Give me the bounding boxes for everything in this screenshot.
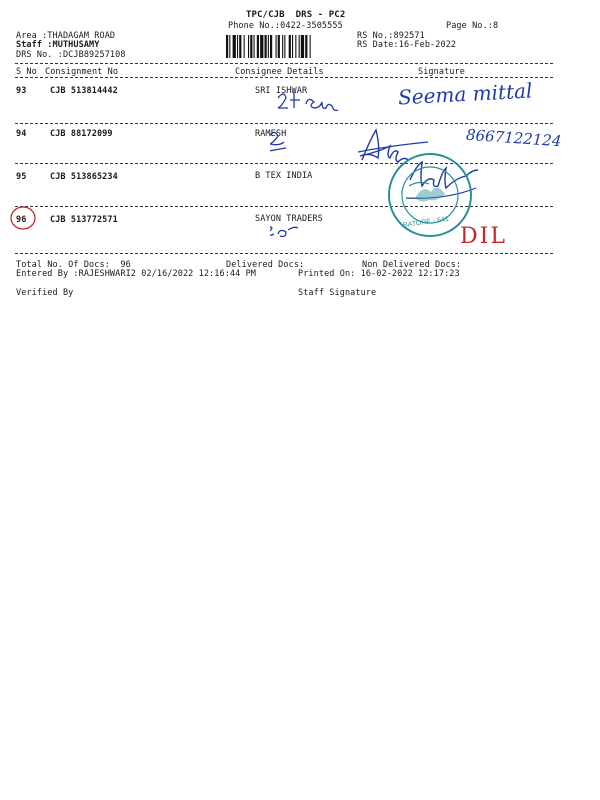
barcode-bar <box>237 35 238 58</box>
barcode-bar <box>265 35 267 58</box>
column-sno: S No <box>16 67 37 77</box>
barcode-bar <box>299 35 300 58</box>
handwritten-dil: DIL <box>460 224 507 249</box>
staff-label: Staff :MUTHUSAMY <box>16 40 100 50</box>
rs-number: RS No.:892571 <box>357 31 425 41</box>
barcode-bar <box>254 35 255 58</box>
row-sno: 95 <box>16 172 27 182</box>
non-delivered-docs: Non Delivered Docs: <box>362 260 462 270</box>
barcode-bar <box>295 35 296 58</box>
barcode-bar <box>233 35 236 58</box>
circle-mark <box>8 204 42 232</box>
barcode-bar <box>276 35 277 58</box>
stamp-text: BATORE - 641 <box>402 215 450 230</box>
row-consignee: SRI ISHWAR <box>255 86 308 96</box>
barcode-bar <box>226 35 228 58</box>
rs-date: RS Date:16-Feb-2022 <box>357 40 457 50</box>
row-consignment: CJB 513814442 <box>50 86 118 96</box>
barcode-bar <box>268 35 269 58</box>
phone-number: Phone No.:0422-3505555 <box>228 21 343 31</box>
barcode-bar <box>248 35 249 58</box>
handwritten-phone: 8667122124 <box>465 125 562 151</box>
entered-by: Entered By :RAJESHWARI2 02/16/2022 12:16:44 PM <box>16 269 257 279</box>
divider <box>15 63 553 64</box>
barcode-bar <box>305 35 307 58</box>
barcode-bar <box>257 35 259 58</box>
page-number: Page No.:8 <box>446 21 499 31</box>
document-title: TPC/CJB DRS - PC2 <box>246 10 346 20</box>
printed-on: Printed On: 16-02-2022 12:17:23 <box>298 269 460 279</box>
row-consignment: CJB 513772571 <box>50 215 118 225</box>
barcode-bar <box>239 35 241 58</box>
barcode-bar <box>250 35 252 58</box>
column-consignee: Consignee Details <box>235 67 324 77</box>
delivered-docs: Delivered Docs: <box>226 260 305 270</box>
barcode-bar <box>289 35 291 58</box>
barcode-bar <box>244 35 245 58</box>
barcode-bar <box>282 35 283 58</box>
divider <box>15 77 553 78</box>
barcode-bar <box>292 35 293 58</box>
barcode-bar <box>270 35 272 58</box>
row-consignee: RAMESH <box>255 129 287 139</box>
barcode-bar <box>284 35 285 58</box>
barcode-bar <box>301 35 304 58</box>
column-consignment: Consignment No <box>45 67 119 77</box>
row-consignee: SAYON TRADERS <box>255 214 323 224</box>
barcode-bar <box>229 35 230 58</box>
column-signature: Signature <box>418 67 465 77</box>
staff-signature: Staff Signature <box>298 288 377 298</box>
row-consignment: CJB 513865234 <box>50 172 118 182</box>
row-consignment: CJB 88172099 <box>50 129 113 139</box>
drs-number: DRS No. :DCJB89257108 <box>16 50 126 60</box>
row-sno: 96 <box>16 215 27 225</box>
barcode-image <box>226 35 350 58</box>
verified-by: Verified By <box>16 288 74 298</box>
area-label: Area :THADAGAM ROAD <box>16 31 116 41</box>
barcode-bar <box>260 35 263 58</box>
row-sno: 94 <box>16 129 27 139</box>
barcode-bar <box>310 35 311 58</box>
row-sno: 93 <box>16 86 27 96</box>
total-docs: Total No. Of Docs: 96 <box>16 260 131 270</box>
row-consignee: B TEX INDIA <box>255 171 313 181</box>
barcode-bar <box>278 35 280 58</box>
handwritten-name: Seema mittal <box>397 78 533 110</box>
divider <box>15 253 553 254</box>
company-stamp <box>385 150 475 240</box>
